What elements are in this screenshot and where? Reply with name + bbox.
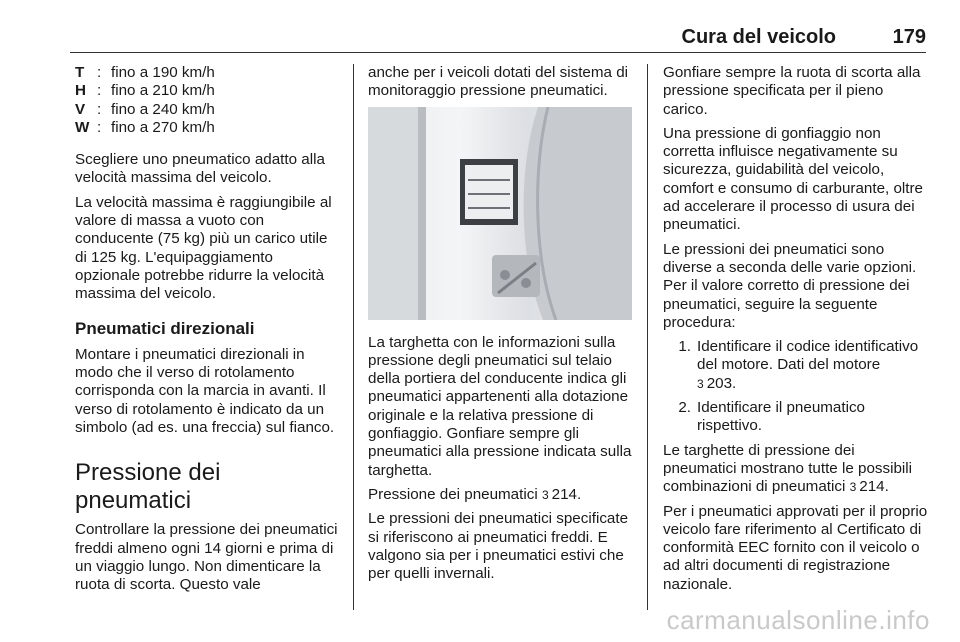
page-number: 179 [892, 26, 926, 48]
list-item: 1. Identificare il codice identificativo del motore. Dati del motore 3 203. [678, 338, 919, 392]
list-item: H : fino a 210 km/h [75, 82, 215, 100]
paragraph: Le pressioni dei pneumatici sono diverse a seconda delle varie opzioni. Per il valore corretto di pressione dei pneumatici, seguire la seguente procedura: [663, 240, 917, 331]
speed-code-list [75, 64, 340, 137]
page-reference[interactable]: 214. [551, 485, 582, 503]
paragraph: Una pressione di gonfiaggio non corretta influisce negativamente su sicurezza, guidabilità del veicolo, comfort e consumo di carburante, oltre ad accelerare il processo di usura dei pneumatici. [663, 124, 923, 234]
paragraph: Controllare la pressione dei pneumatici freddi almeno ogni 14 giorni e prima di un viaggio lungo. Non dimenticare la ruota di scorta. Questo vale [75, 521, 338, 594]
list-item: 2. Identificare il pneumatico rispettivo. [678, 399, 865, 435]
paragraph: anche per i veicoli dotati del sistema di monitoraggio pressione pneumatici. [368, 64, 629, 100]
page-reference-icon: 3 [849, 480, 857, 495]
column-3 [663, 64, 929, 600]
section-title: Cura del veicolo [681, 26, 836, 48]
page-header [70, 24, 926, 53]
paragraph: Scegliere uno pneumatico adatto alla velocità massima del veicolo. [75, 151, 325, 187]
column-1 [75, 64, 340, 601]
paragraph: Pressione dei pneumatici 3 214. [368, 485, 582, 503]
list-item: V : fino a 240 km/h [75, 100, 215, 118]
heading-tyre-pressure: Pressione dei pneumatici [75, 459, 221, 515]
paragraph: Montare i pneumatici direzionali in modo che il verso di rotolamento corrisponda con la marcia in avanti. Il verso di rotolamento è indicato da un simbolo (ad es. una freccia) sul fianco. [75, 345, 335, 437]
paragraph: La velocità massima è raggiungibile al valore di massa a vuoto con conducente (75 kg) più un carico utile di 125 kg. L'equipaggiamento opzionale potrebbe ridurre la velocità massima del veicolo. [75, 193, 332, 303]
column-divider [647, 64, 648, 610]
door-frame-illustration [368, 107, 632, 320]
paragraph: Le targhette di pressione dei pneumatici mostrano tutte le possibili combinazioni di pneumatici 3 214. [663, 441, 913, 496]
page-reference[interactable]: 214. [859, 478, 889, 496]
paragraph: Per i pneumatici approvati per il proprio veicolo fare riferimento al Certificato di conformità EEC fornito con il veicolo o ad altri documenti di registrazione nazionale. [663, 502, 928, 593]
watermark: carmanualsonline.info [666, 605, 930, 635]
column-divider [353, 64, 354, 610]
door-frame-tyre-label-photo [368, 107, 632, 320]
page-reference-icon: 3 [697, 376, 704, 391]
list-item: W : fino a 270 km/h [75, 118, 215, 136]
subheading-directional-tyres: Pneumatici direzionali [75, 318, 255, 338]
figure-caption: La targhetta con le informazioni sulla pressione degli pneumatici sul telaio della portiera del conducente indica gli pneumatici appartenenti alla dotazione originale e la relativa pressione di gonfiaggio. Gonfiare sempre gli pneumatici alla pressione indicata sulla targhetta. [368, 333, 632, 479]
column-2 [368, 64, 634, 589]
paragraph: Gonfiare sempre la ruota di scorta alla pressione specificata per il pieno carico. [663, 64, 921, 118]
paragraph: Le pressioni dei pneumatici specificate si riferiscono ai pneumatici freddi. E valgono sia per i pneumatici estivi che per quelli invernali. [368, 510, 629, 583]
list-item: T : fino a 190 km/h [75, 64, 215, 81]
page-reference[interactable]: 203. [706, 374, 737, 392]
procedure-steps [663, 338, 929, 435]
page-reference-icon: 3 [541, 487, 549, 502]
